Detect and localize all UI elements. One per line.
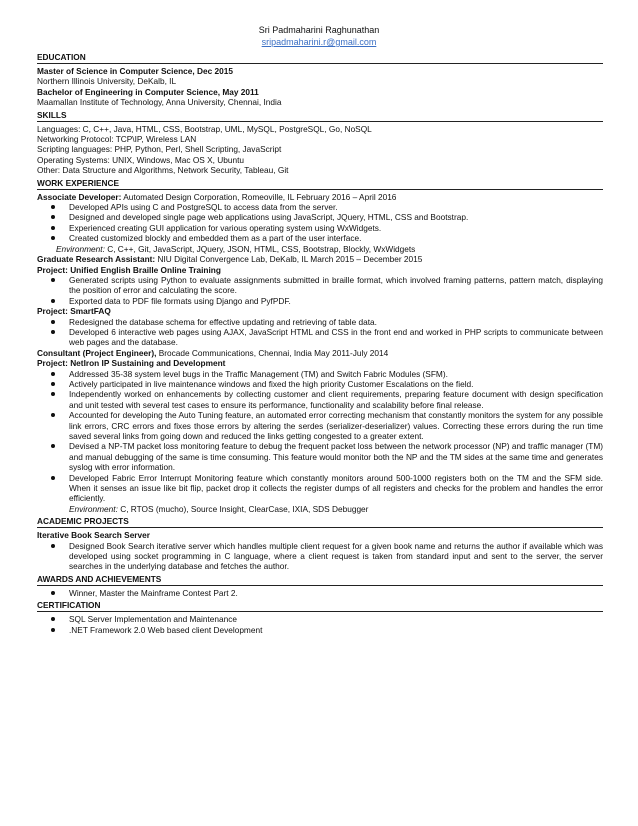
bullet-dot-icon: [51, 372, 55, 376]
bullet-dot-icon: [51, 226, 55, 230]
list-item: [37, 296, 603, 306]
environment-line: [37, 244, 603, 254]
bullet-dot-icon: [51, 392, 55, 396]
job-title: [37, 254, 603, 264]
list-item: [37, 625, 603, 635]
list-item-text: Developed Fabric Error Interrupt Monitoring feature which constantly monitors around 500-1000 registers both on the TM and the SFM side. When it senses an issue like bit flip, packet drop it collects the register dumps of all registers and checks for the problem and handles the error efficiently.: [69, 472, 603, 504]
list-item-text: Developed 6 interactive web pages using AJAX, JavaScript HTML and CSS in the front end and worked in PHP scripts to communicate between web pages and the database.: [69, 326, 603, 348]
list-item-text: .NET Framework 2.0 Web based client Development: [69, 624, 263, 635]
list-item: [37, 212, 603, 222]
environment-line: [69, 504, 603, 514]
bullet-list: [37, 275, 603, 306]
list-item: [37, 379, 603, 389]
bullet-list: [37, 317, 603, 348]
bullet-dot-icon: [51, 413, 55, 417]
section-heading-academic-projects: ACADEMIC PROJECTS: [37, 515, 603, 528]
skills-line: Networking Protocol: TCP\IP, Wireless LAN: [37, 134, 197, 145]
list-item: [37, 473, 603, 515]
section-heading-work-experience: WORK EXPERIENCE: [37, 177, 603, 190]
skills-line: Other: Data Structure and Algorithms, Network Security, Tableau, Git: [37, 165, 289, 176]
list-item: [37, 389, 603, 410]
job-detail: NIU Digital Convergence Lab, DeKalb, IL March 2015 – December 2015: [155, 254, 423, 265]
list-item-text: Exported data to PDF file formats using Django and PyfPDF.: [69, 295, 291, 306]
list-item: [37, 275, 603, 296]
section-heading-skills: SKILLS: [37, 109, 603, 122]
list-item-text: Devised a NP-TM packet loss monitoring feature to debug the frequent packet loss between the network processor (NP) and traffic manager (TM) and manual debugging of the same is time consuming. This feature would monitor both the NP and the TM sides at the same time and generates syslog with error information.: [69, 441, 603, 473]
job-role: Associate Developer:: [37, 191, 122, 202]
job-title: [37, 192, 603, 202]
email-link[interactable]: sripadmaharini.r@gmail.com: [261, 37, 377, 47]
list-item-text: Redesigned the database schema for effective updating and retrieving of table data.: [69, 316, 377, 327]
list-item-text: Designed and developed single page web applications using JavaScript, JQuery, HTML, CSS and Bootstrap.: [69, 212, 469, 223]
list-item: [37, 614, 603, 624]
list-item: [37, 541, 603, 572]
project-title: Iterative Book Search Server: [37, 530, 150, 541]
job-detail: Automated Design Corporation, Romeoville, IL February 2016 – April 2016: [121, 191, 397, 202]
skills-line: Scripting languages: PHP, Python, Perl, Shell Scripting, JavaScript: [37, 144, 282, 155]
list-item-text: Actively participated in live maintenance windows and fixed the high priority Customer Escalations on the field.: [69, 378, 474, 389]
bullet-dot-icon: [51, 215, 55, 219]
list-item-text: Independently worked on enhancements by collecting customer and client requirements, preparing feature document with design specification and unit tested with several test cases to ensure its performance, functionality and scalability before final release.: [69, 389, 603, 410]
bullet-dot-icon: [51, 444, 55, 448]
list-item-text: Addressed 35-38 system level bugs in the Traffic Management (TM) and Switch Fabric Modules (SFM).: [69, 368, 448, 379]
list-item: [37, 223, 603, 233]
resume-header: [0, 24, 638, 48]
degree-school: Northern Illinois University, DeKalb, IL: [37, 76, 177, 87]
bullet-dot-icon: [51, 382, 55, 386]
project-title: Project: SmartFAQ: [37, 306, 111, 317]
job-role: Graduate Research Assistant:: [37, 254, 156, 265]
bullet-dot-icon: [51, 628, 55, 632]
resume-content: [37, 51, 603, 635]
candidate-name: Sri Padmaharini Raghunathan: [258, 25, 380, 35]
environment-label: Environment:: [69, 503, 118, 514]
bullet-list: [37, 369, 603, 515]
environment-value: C, C++, Git, JavaScript, JQuery, JSON, HTML, CSS, Bootstrap, Blockly, WxWidgets: [104, 243, 416, 254]
bullet-dot-icon: [51, 236, 55, 240]
section-heading-certification: CERTIFICATION: [37, 599, 603, 612]
list-item-text: Accounted for developing the Auto Tuning feature, an automated error correcting mechanism that constantly monitors the system for any possible link errors, CRC errors and fixes those errors by altering the serdes (serializer-deserializer) values. Correcting these errors during the run time saved several links from going down and reduced the links getting congested to a greater extent.: [69, 410, 603, 441]
bullet-dot-icon: [51, 330, 55, 334]
environment-label: Environment:: [56, 243, 105, 254]
list-item-text: Experienced creating GUI application for various operating system using WxWidgets.: [69, 222, 382, 233]
skills-line: Languages: C, C++, Java, HTML, CSS, Bootstrap, UML, MySQL, PostgreSQL, Go, NoSQL: [37, 123, 372, 134]
degree-title: Master of Science in Computer Science, Dec 2015: [37, 66, 233, 76]
project-title: Project: NetIron IP Sustaining and Development: [37, 358, 226, 369]
list-item: [37, 369, 603, 379]
job-detail: Brocade Communications, Chennai, India May 2011-July 2014: [156, 347, 389, 358]
list-item-text: Winner, Master the Mainframe Contest Part 2.: [69, 587, 238, 598]
bullet-dot-icon: [51, 205, 55, 209]
list-item-text: Created customized blockly and embedded them as a part of the user interface.: [69, 233, 362, 244]
bullet-dot-icon: [51, 544, 55, 548]
bullet-dot-icon: [51, 278, 55, 282]
skills-line: Operating Systems: UNIX, Windows, Mac OS X, Ubuntu: [37, 154, 245, 165]
list-item-text: Developed APIs using C and PostgreSQL to access data from the server.: [69, 202, 338, 213]
list-item-text: SQL Server Implementation and Maintenance: [69, 614, 238, 625]
list-item: [37, 317, 603, 327]
bullet-dot-icon: [51, 476, 55, 480]
degree-title: Bachelor of Engineering in Computer Science, May 2011: [37, 86, 259, 97]
list-item-text: Generated scripts using Python to evaluate assignments submitted in braille format, which involved framing patterns, pattern match, displaying the position of error and calculating the score.: [69, 274, 603, 296]
list-item: [37, 327, 603, 348]
list-item: [37, 441, 603, 472]
project-title: Project: Unified English Braille Online Training: [37, 264, 221, 275]
job-role: Consultant (Project Engineer),: [37, 347, 157, 358]
section-heading-awards: AWARDS AND ACHIEVEMENTS: [37, 573, 603, 586]
bullet-list: [37, 588, 603, 598]
bullet-list: [37, 541, 603, 572]
bullet-list: [37, 202, 603, 244]
bullet-list: [37, 614, 603, 635]
list-item: [37, 410, 603, 441]
list-item: [37, 588, 603, 598]
list-item: [37, 202, 603, 212]
list-item-text: Designed Book Search iterative server which handles multiple client request for a given book name and returns the author if available which was developed using socket programming in C language, where a client request is taken from standard input and sent to the server, the server searches in the underlying database and fetches the author.: [69, 540, 603, 572]
bullet-dot-icon: [51, 320, 55, 324]
list-item: [37, 233, 603, 243]
bullet-dot-icon: [51, 591, 55, 595]
section-heading-education: EDUCATION: [37, 51, 603, 64]
degree-school: Maamallan Institute of Technology, Anna University, Chennai, India: [37, 97, 282, 108]
environment-value: C, RTOS (mucho), Source Insight, ClearCase, IXIA, SDS Debugger: [117, 503, 369, 514]
job-title: [37, 348, 603, 358]
bullet-dot-icon: [51, 617, 55, 621]
bullet-dot-icon: [51, 299, 55, 303]
